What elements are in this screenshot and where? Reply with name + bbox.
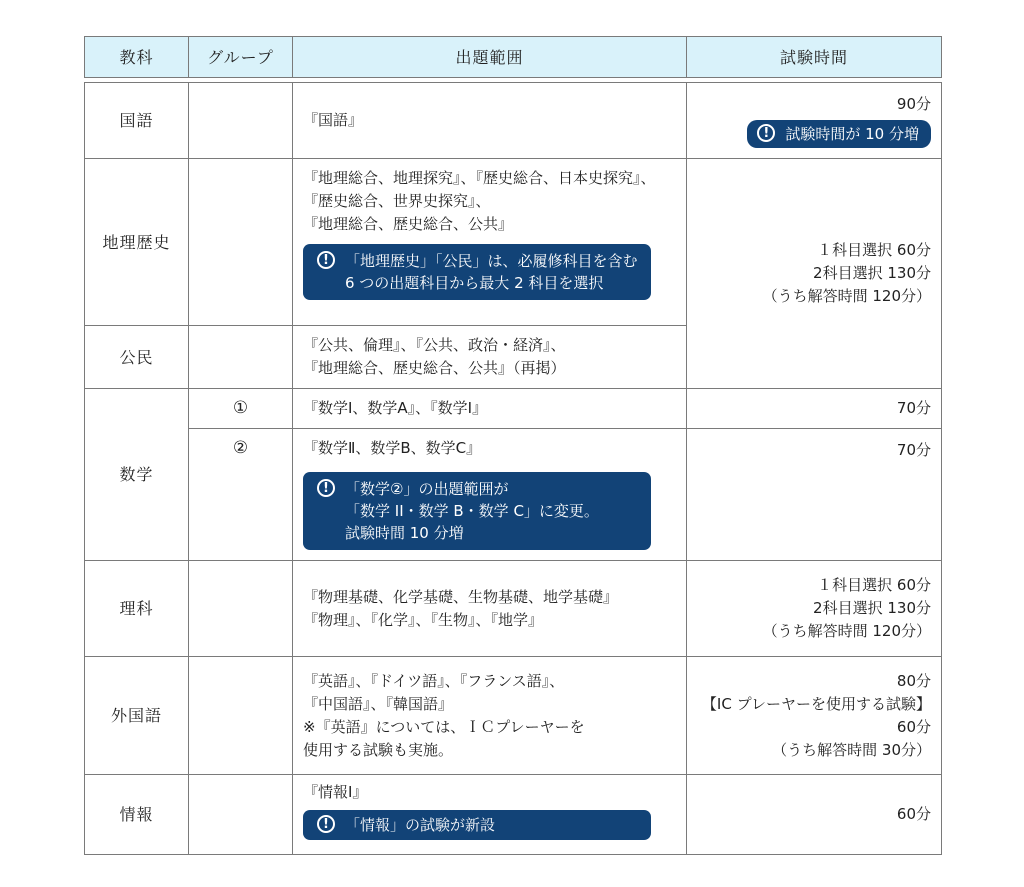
time-rika (687, 561, 942, 657)
note-text (345, 478, 599, 544)
time-line: １科目選択 60分 (817, 241, 931, 259)
group-chiri (189, 159, 293, 326)
scope-line: 『情報Ⅰ』 (303, 783, 368, 801)
note-line: 「数学②」の出題範囲が (345, 480, 509, 498)
subject-chiri: 地理歴史 (85, 159, 189, 326)
note-line: 「数学 II・数学 B・数学 C」に変更。 (345, 502, 599, 520)
row-kokugo (85, 83, 942, 159)
row-chiri (85, 159, 942, 326)
header-subject: 教科 (85, 37, 189, 78)
group-kokugo (189, 83, 293, 159)
row-joho (85, 775, 942, 855)
group-rika (189, 561, 293, 657)
exclamation-circle-icon: ! (317, 479, 335, 497)
group-sugaku-1: ① (189, 389, 293, 429)
time-line: 60分 (896, 717, 931, 736)
scope-line: 『歴史総合、世界史探究』、 (303, 192, 491, 210)
scope-rika (293, 561, 687, 657)
scope-komin (293, 326, 687, 389)
header-row (85, 37, 942, 78)
group-komin (189, 326, 293, 389)
subject-rika: 理科 (85, 561, 189, 657)
scope-kokugo (293, 83, 687, 159)
scope-gaikokugo (293, 657, 687, 775)
note-joho (303, 810, 651, 840)
note-line: 6 つの出題科目から最大 2 科目を選択 (345, 274, 604, 292)
exam-table (84, 36, 942, 855)
time-line: （うち解答時間 30分） (772, 740, 931, 759)
scope-line: 『英語』、『ドイツ語』、『フランス語』、 (303, 671, 565, 690)
time-line: 90分 (896, 95, 931, 113)
scope-chiri (293, 159, 687, 326)
scope-line: 『物理』、『化学』、『生物』、『地学』 (303, 610, 544, 629)
subject-komin: 公民 (85, 326, 189, 389)
time-sugaku-2 (687, 429, 942, 561)
time-line: 70分 (896, 441, 931, 459)
time-line: 60分 (896, 805, 931, 823)
subject-kokugo: 国語 (85, 83, 189, 159)
note-line: 試験時間 10 分増 (345, 524, 464, 542)
note-kokugo (747, 120, 931, 148)
subject-gaikokugo: 外国語 (85, 657, 189, 775)
time-line: １科目選択 60分 (817, 576, 931, 594)
time-line: 2科目選択 130分 (813, 599, 931, 617)
scope-line: 『数学Ⅱ、数学B、数学C』 (303, 439, 482, 457)
note-chiri (303, 244, 651, 300)
time-line: 2科目選択 130分 (813, 264, 931, 282)
time-sugaku-1 (687, 389, 942, 429)
scope-line: 『数学Ⅰ、数学A』、『数学Ⅰ』 (303, 399, 488, 417)
note-sugaku (303, 472, 651, 550)
note-line: 「情報」の試験が新設 (345, 816, 496, 834)
header-group: グループ (189, 37, 293, 78)
group-gaikokugo (189, 657, 293, 775)
scope-line: 『公共、倫理』、『公共、政治・経済』、 (303, 336, 566, 354)
note-line: 試験時間が 10 分増 (785, 125, 919, 143)
scope-line: 使用する試験も実施。 (303, 740, 454, 759)
scope-sugaku-2 (293, 429, 687, 561)
scope-joho (293, 775, 687, 855)
exclamation-circle-icon: ! (317, 815, 335, 833)
time-line: （うち解答時間 120分） (762, 287, 931, 305)
note-line: 「地理歴史」「公民」は、必履修科目を含む (345, 252, 638, 270)
row-sugaku-2 (85, 429, 942, 561)
scope-line: 『地理総合、歴史総合、公共』 (303, 215, 514, 233)
note-text (345, 814, 495, 836)
time-kokugo (687, 83, 942, 159)
row-gaikokugo (85, 657, 942, 775)
note-text (345, 250, 638, 294)
scope-line: ※『英語』については、ＩＣプレーヤーを (303, 717, 585, 736)
scope-line: 『地理総合、地理探究』、『歴史総合、日本史探究』、 (303, 169, 656, 187)
time-line: 80分 (896, 671, 931, 690)
subject-sugaku: 数学 (85, 389, 189, 561)
scope-line: 『地理総合、歴史総合、公共』（再掲） (303, 359, 566, 377)
scope-sugaku-1 (293, 389, 687, 429)
group-joho (189, 775, 293, 855)
time-joho (687, 775, 942, 855)
time-line: 70分 (896, 399, 931, 417)
header-scope: 出題範囲 (293, 37, 687, 78)
time-chiri-komin (687, 159, 942, 389)
time-gaikokugo (687, 657, 942, 775)
group-sugaku-2: ② (189, 429, 293, 561)
exclamation-circle-icon: ! (317, 251, 335, 269)
scope-line: 『物理基礎、化学基礎、生物基礎、地学基礎』 (303, 587, 619, 606)
time-line: （うち解答時間 120分） (762, 622, 931, 640)
row-sugaku-1 (85, 389, 942, 429)
note-text (785, 123, 919, 145)
scope-line: 『国語』 (303, 111, 364, 129)
subject-joho: 情報 (85, 775, 189, 855)
header-time: 試験時間 (687, 37, 942, 78)
exclamation-circle-icon: ! (757, 124, 775, 142)
row-rika (85, 561, 942, 657)
time-line: 【IC プレーヤーを使用する試験】 (701, 694, 931, 713)
scope-line: 『中国語』、『韓国語』 (303, 694, 454, 713)
